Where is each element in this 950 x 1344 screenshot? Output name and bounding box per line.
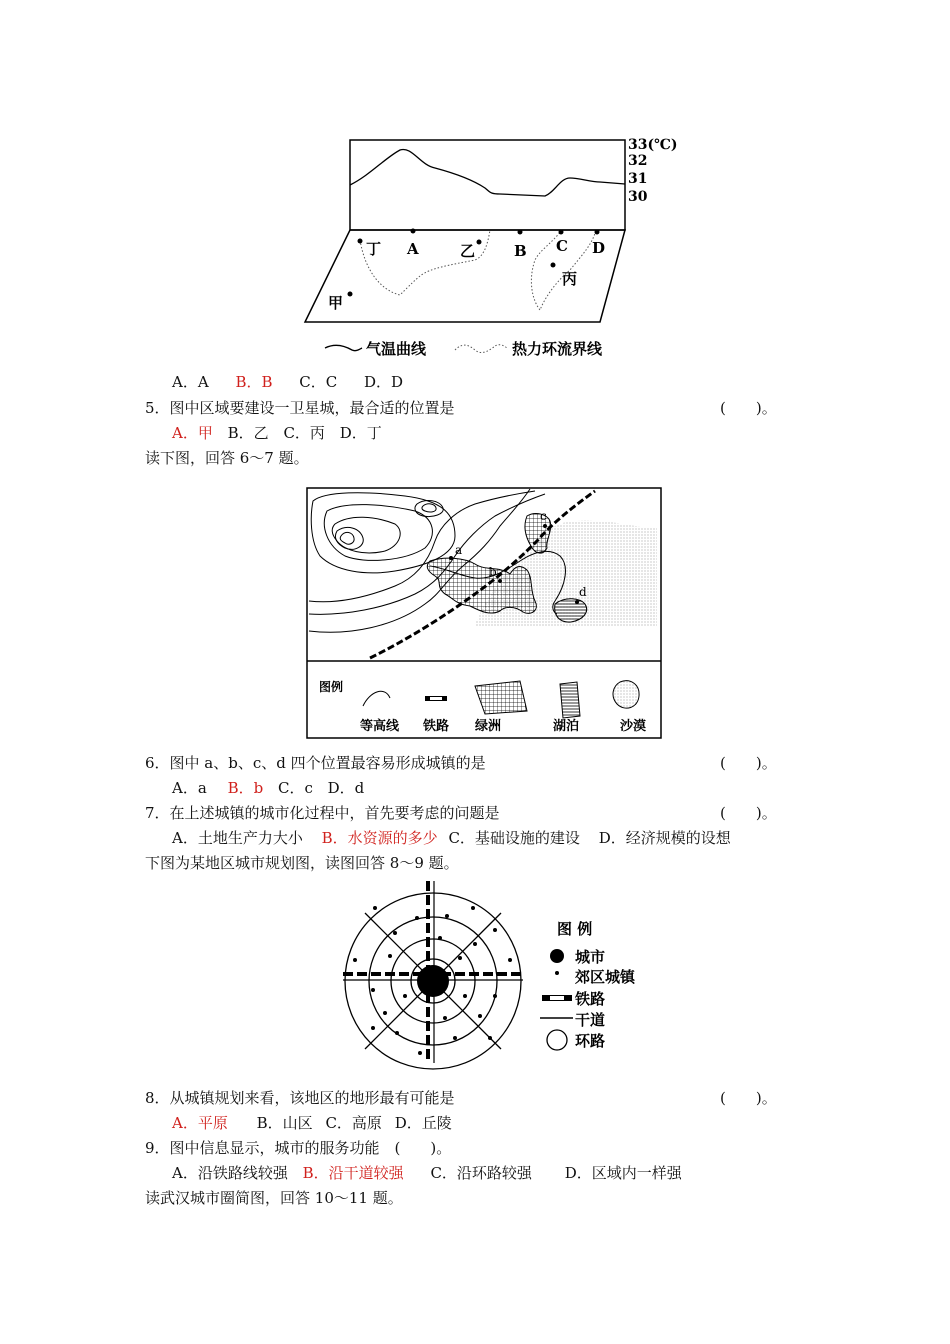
q4-option-b[interactable]: B．B	[235, 373, 273, 391]
q8-stem: 8．从城镇规划来看，该地区的地形最有可能是	[145, 1089, 455, 1107]
point-jia: 甲	[328, 294, 344, 312]
point-ding: 丁	[366, 240, 382, 258]
legend-ring-road: 环路	[575, 1032, 606, 1050]
svg-text:32: 32	[628, 153, 648, 169]
label-d: d	[579, 585, 587, 599]
q7-option-b[interactable]: B．水资源的多少	[321, 829, 438, 847]
legend-city: 城市	[575, 948, 606, 966]
legend-trunk-road: 干道	[575, 1011, 606, 1029]
q9-option-a[interactable]: A．沿铁路线较强	[172, 1164, 288, 1182]
q6-stem: 6．图中 a、b、c、d 四个位置最容易形成城镇的是	[145, 754, 486, 772]
q6-option-d[interactable]: D．d	[327, 779, 365, 797]
q5-option-a[interactable]: A．甲	[172, 424, 213, 442]
q4-options	[172, 372, 425, 392]
legend-title-text: 图例	[319, 680, 344, 694]
legend-contour: 等高线	[360, 719, 400, 734]
temperature-curve	[350, 149, 625, 196]
legend-title-1	[319, 679, 343, 694]
legend-oasis: 绿洲	[475, 719, 502, 734]
q5-answer-blank[interactable]: ( )。	[720, 399, 777, 417]
q7-answer-blank[interactable]: ( )。	[720, 804, 777, 822]
legend-temp-curve: 气温曲线	[366, 340, 427, 358]
point-d: D	[592, 239, 606, 257]
q9-stem: 9．图中信息显示，城市的服务功能 ( )。	[145, 1139, 452, 1157]
point-yi: 乙	[460, 242, 476, 260]
point-a: A	[407, 240, 419, 258]
legend-railway-3: 铁路	[575, 990, 606, 1008]
q5-options	[172, 423, 392, 443]
q7-option-c[interactable]: C．基础设施的建设	[448, 829, 580, 847]
q8-option-b[interactable]: B．山区	[256, 1114, 313, 1132]
q9-option-b[interactable]: B．沿干道较强	[302, 1164, 404, 1182]
q9-option-d[interactable]: D．区域内一样强	[564, 1164, 682, 1182]
point-b: B	[514, 242, 527, 260]
q7-stem: 7．在上述城镇的城市化过程中，首先要考虑的问题是	[145, 804, 500, 822]
q6-option-b[interactable]: B．b	[227, 779, 264, 797]
intro-10-11: 读武汉城市圈简图，回答 10～11 题。	[145, 1189, 403, 1207]
legend-boundary: 热力环流界线	[512, 340, 603, 358]
city-planning-diagram	[335, 878, 645, 1070]
q9-option-c[interactable]: C．沿环路较强	[430, 1164, 532, 1182]
q4-option-c[interactable]: C．C	[299, 373, 338, 391]
q8-option-c[interactable]: C．高原	[325, 1114, 382, 1132]
q5-option-c[interactable]: C．丙	[283, 424, 325, 442]
q5-option-b[interactable]: B．乙	[227, 424, 269, 442]
q8-option-a[interactable]: A．平原	[172, 1114, 228, 1132]
q8-options	[172, 1113, 460, 1133]
point-c: C	[556, 237, 568, 255]
q7-option-d[interactable]: D．经济规模的设想	[598, 829, 731, 847]
legend-title-3: 图 例	[557, 920, 593, 938]
svg-text:31: 31	[628, 171, 648, 187]
q6-option-c[interactable]: C．c	[277, 779, 313, 797]
q9-options	[172, 1163, 682, 1183]
point-bing: 丙	[562, 270, 578, 288]
legend-railway: 铁路	[423, 719, 450, 734]
legend-suburban-town: 郊区城镇	[575, 968, 636, 986]
label-b: b	[489, 565, 497, 579]
q6-answer-blank[interactable]: ( )。	[720, 754, 777, 772]
q5-option-d[interactable]: D．丁	[339, 424, 382, 442]
q6-options	[172, 778, 374, 798]
oasis-a	[427, 558, 536, 613]
q7-options	[172, 828, 731, 848]
q8-answer-blank[interactable]: ( )。	[720, 1089, 777, 1107]
svg-text:33(℃): 33(℃)	[628, 137, 678, 153]
q4-option-a[interactable]: A．A	[172, 373, 209, 391]
intro-6-7: 读下图，回答 6～7 题。	[145, 449, 309, 467]
q7-option-a[interactable]: A．土地生产力大小	[172, 829, 303, 847]
legend-lake: 湖泊	[553, 719, 580, 734]
label-c: c	[540, 509, 547, 523]
label-a: a	[455, 543, 463, 557]
intro-8-9: 下图为某地区城市规划图，读图回答 8～9 题。	[145, 854, 459, 872]
q4-option-d[interactable]: D．D	[364, 373, 404, 391]
q8-option-d[interactable]: D．丘陵	[394, 1114, 452, 1132]
svg-text:30: 30	[628, 189, 648, 205]
q5-stem: 5．图中区域要建设一卫星城，最合适的位置是	[145, 399, 455, 417]
city-center	[417, 965, 449, 997]
legend-desert: 沙漠	[620, 719, 647, 734]
q6-option-a[interactable]: A．a	[172, 779, 207, 797]
temperature-diagram	[300, 130, 690, 365]
oasis-map	[305, 486, 663, 742]
